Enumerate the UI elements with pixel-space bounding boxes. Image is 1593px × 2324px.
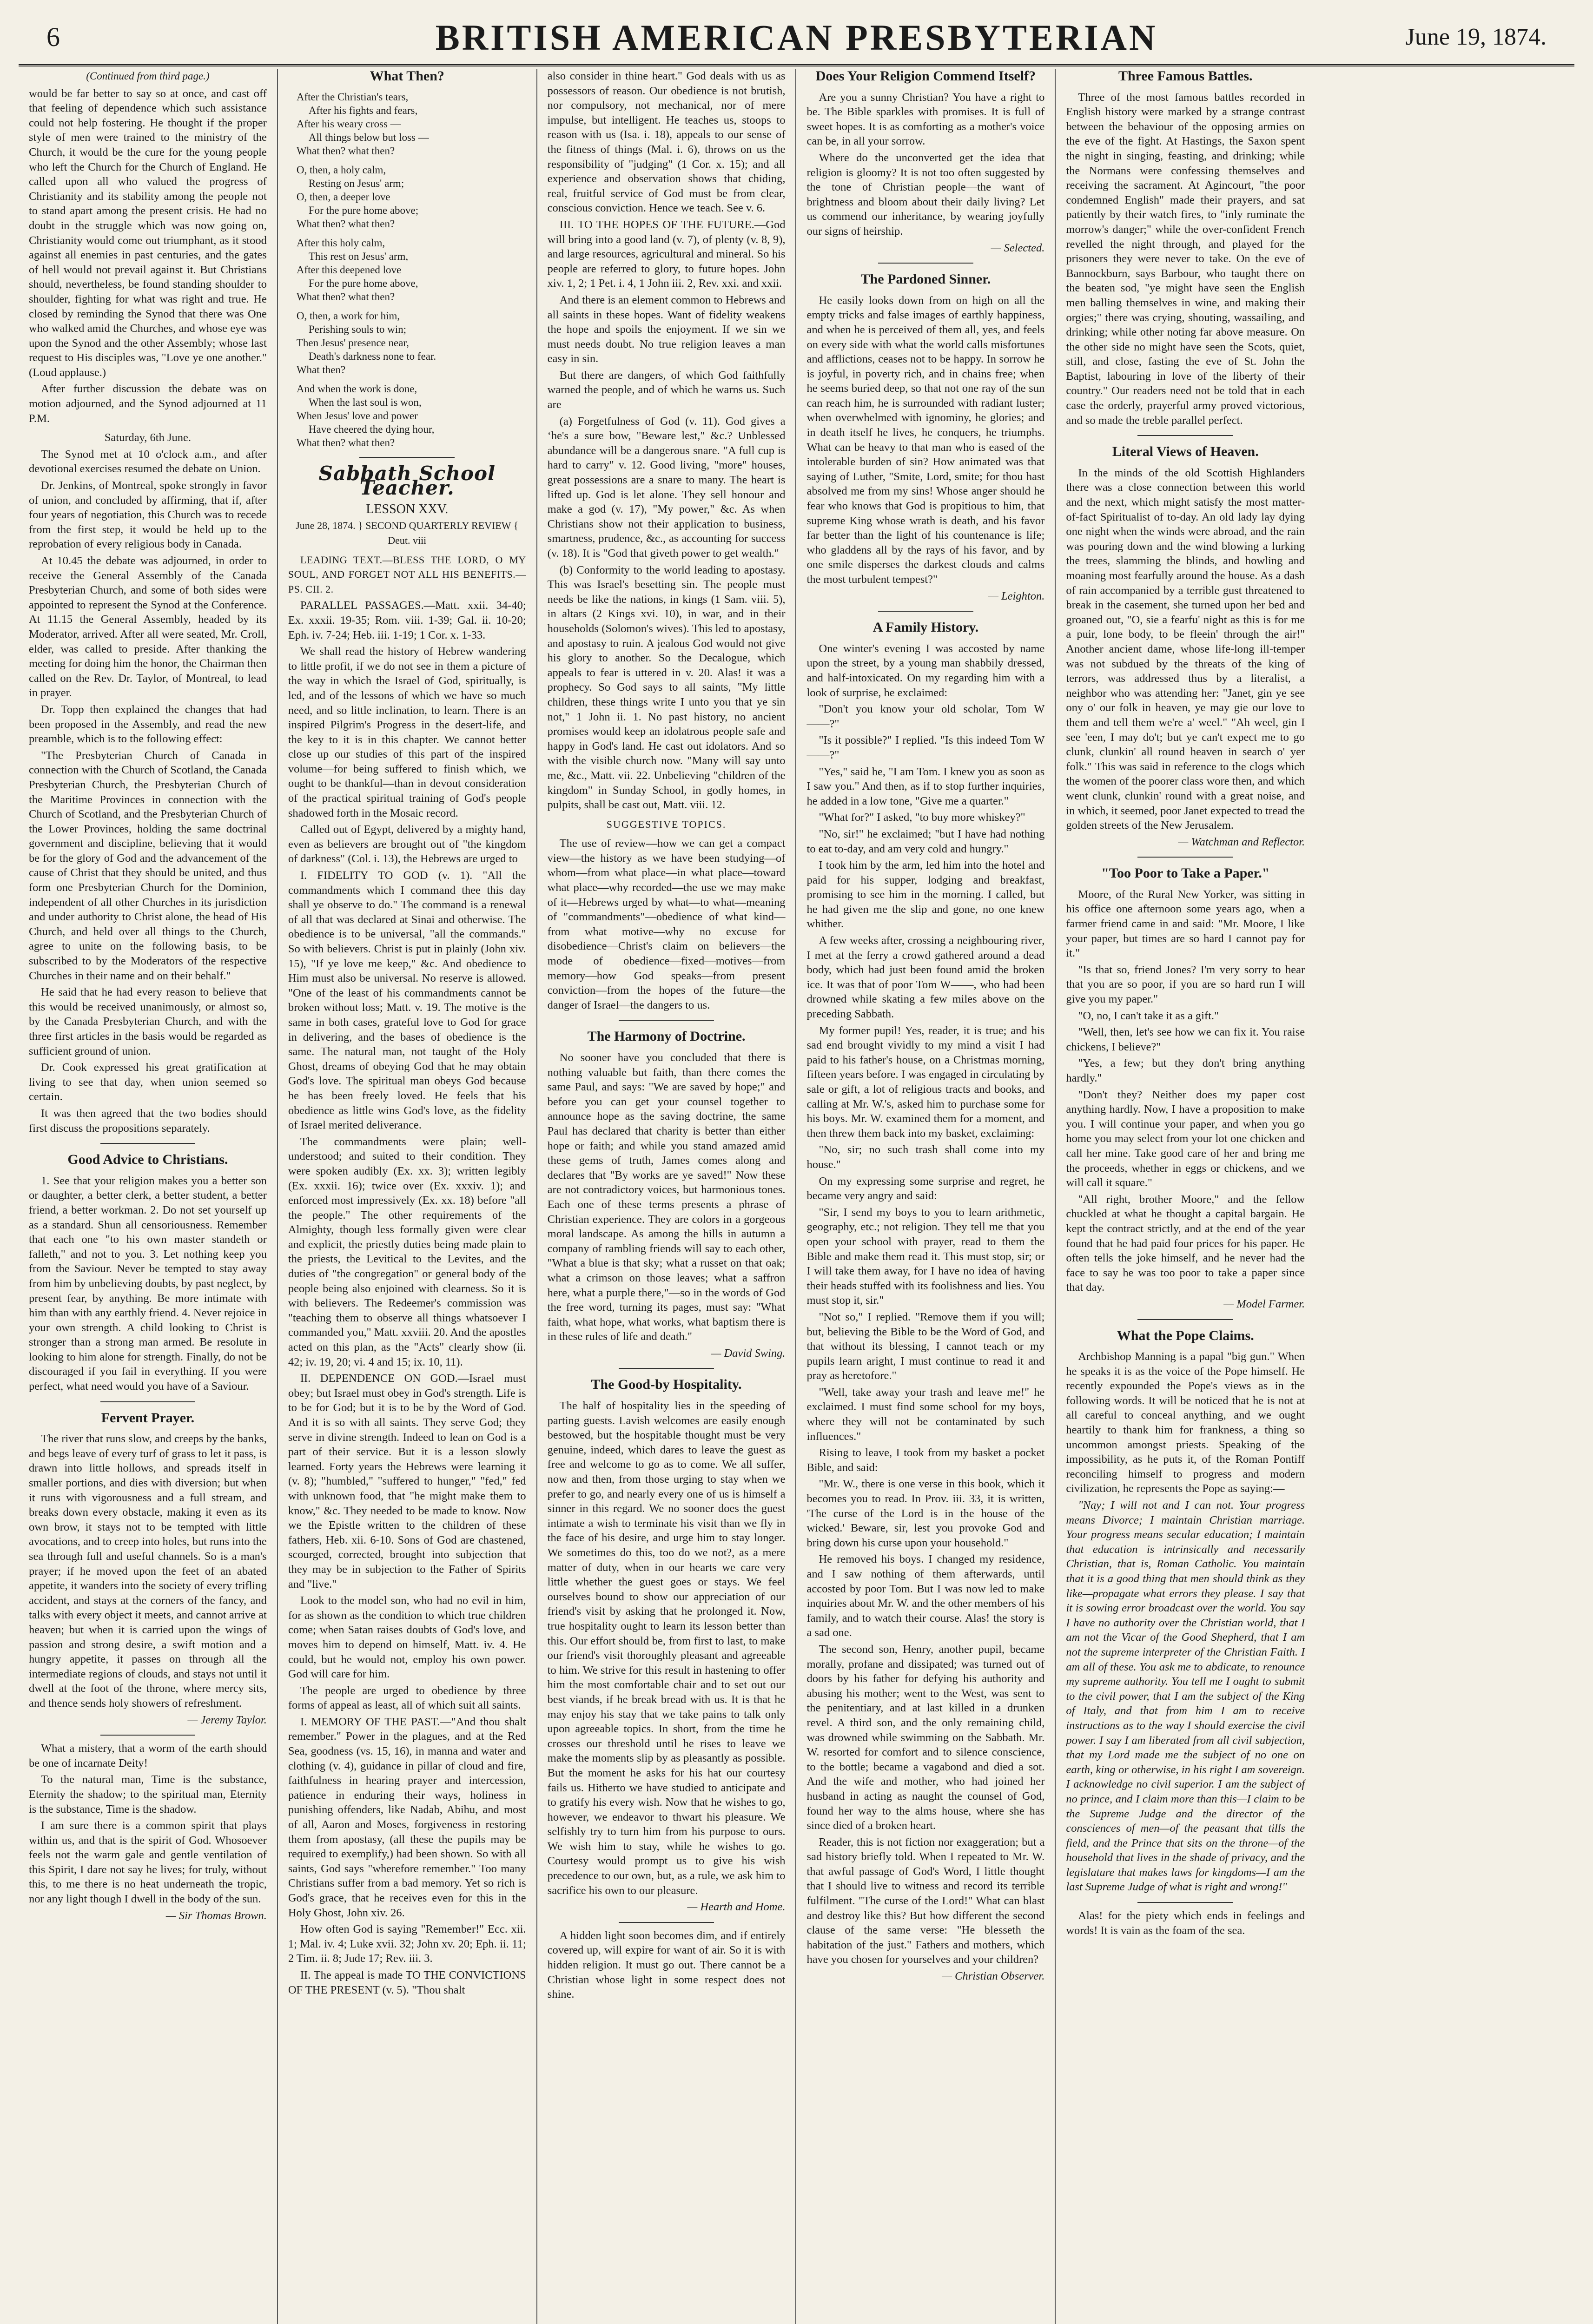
paragraph: "Don't you know your old scholar, Tom W——?" [806,703,1045,730]
leading-text: LEADING TEXT.—BLESS THE LORD, O MY SOUL, AND FORGET NOT ALL HIS BENEFITS.—PS. CII. 2. [288,554,526,595]
paragraph: He easily looks down from on high on all the empty tricks and false images of earthly happiness, and when he is perceived of them all, yes, and feels on every side with what the world calls misfortunes and afflictions, ceases not to be happy. In sorrow he is joyful, in poverty rich, and in chains free; when he seems buried deep, so that not one ray of the sun can reach him, he is surrounded with radiant luster; when overwhelmed with ignominy, he glories; and in death itself he lives, he conquers, he triumphs. What can be heavy to that man who is eased of the intolerable burden of sin? How animated was that saying of Luther, "Smite, Lord, smite; for thou hast absolved me from my sins! Whose anger should he fear who knows that God is propitious to him, that supreme King whose wrath is death, and his favor far better than the light of his countenance is life; who gladdens all by the rays of his favor, and by one smile disperses the darkest clouds and calms the most turbulent tempest?" [806,294,1045,586]
paragraph: "Don't they? Neither does my paper cost anything hardly. Now, I have a proposition to make you. I will continue your paper, and when you go home you may select from your lot one chicken and call her mine. Take good care of her and bring me the proceeds, whether in eggs or chickens, and we will call it square." [1066,1088,1305,1189]
paragraph: He removed his boys. I changed my residence, and I saw nothing of them afterwards, until accosted by poor Tom. But I was now led to make inquiries about Mr. W. and the other members of his family, and to watch their course. Alas! the story is a sad one. [806,1553,1045,1639]
signature: — Model Farmer. [1223,1297,1305,1310]
paragraph: Moore, of the Rural New Yorker, was sitting in his office one afternoon some years ago, when a farmer friend came in and said: "Mr. Moore, I like your paper, but times are so hard I cannot pay for it." [1066,888,1305,960]
heading-literal-views: Literal Views of Heaven. [1112,444,1259,460]
paragraph: Dr. Jenkins, of Montreal, spoke strongly in favor of union, and concluded by affirming, that if, after four years of negotiation, this Church was to recede from the first step, it would be held up to the reprobation of every religious body in Canada. [29,479,267,551]
paragraph: "Mr. W., there is one verse in this book, which it becomes you to read. In Prov. iii. 33, it is written, 'The curse of the Lord is in the house of the wicked.' Beware, sir, lest you provoke God and bring down his curse upon your household." [806,1478,1045,1549]
poem-line: When the last soul is won, [308,396,422,408]
poem-line: What then? [296,363,346,376]
poem-line: After this deepened love [296,264,402,276]
paragraph: The second son, Henry, another pupil, became morally, profane and dissipated; was turned out of doors by his father for defying his authority and abusing his mother; went to the West, was sent to the penitentiary, and at last killed in a drunken revel. A third son, and the only remaining child, was drowned while swimming on the Sabbath. Mr. W. resorted for comfort and to silence conscience, to the bottle; became a vagabond and died a sot. And the wife and mother, who had joined her husband in acting as naught the counsel of God, found her way to the alms house, where she has since died of a broken heart. [806,1643,1045,1832]
heading-fervent-prayer: Fervent Prayer. [101,1410,195,1426]
divider [619,1020,714,1021]
paragraph: The half of hospitality lies in the speeding of parting guests. Lavish welcomes are easily enough bestowed, but the hospitable thought must be very genuine, indeed, which dares to leave the guest as free and welcome to go as to come. We all suffer, now and then, from those urging to stay when we prefer to go, and nearly every one of us is himself a sinner in this regard. We no sooner does the guest intimate a wish to terminate his visit than we fly in the face of his desire, and urge him to stay longer. We sometimes do this, too do we not?, as a mere matter of duty, when in our hearts we care very little whether the guest goes or stays. We feel ourselves bound to show our appreciation of our friend's visit by asking that he prolonged it. Now, true hospitality ought to learn its lesson better than this. Our effort should be, from first to last, to make our friend's visit thoroughly pleasant and agreeable to him. We strive for this result in hastening to offer him the most comfortable chair and to set out our best viands, if he break bread with us. It is that he may enjoy his stay that we take pains to talk only upon agreeable topics. In short, from the time he crosses our threshold until he rises to leave we make the moments slip by as pleasantly as possible. But the moment he asks for his hat our courtesy fails us. Hitherto we have studied to anticipate and to gratify his every wish. Now that he wishes to go, however, we endeavor to thwart his pleasure. We selfishly try to turn him from his purpose to ours. We wish him to stay, while he wishes to go. Courtesy would prompt us to give his wish precedence to our own, but, as a rule, we ask him to sacrifice his own to our pleasure. [547,1400,786,1897]
heading-sabbath-school: Sabbath School Teacher. [318,462,496,500]
lesson-title: LESSON XXV. [366,502,449,516]
paragraph: "Nay; I will not and I can not. Your progress means Divorce; I maintain Christian marriage. Your progress means secular education; I maintain that education is intrinsically and necessarily Christian, that is, Roman Catholic. You maintain that it is a good thing that men should think as they like—propagate what errors they please. I say that it is sowing error broadcast over the world. You say I have no authority over the Christian world, that I am not the Vicar of the Good Shepherd, that I am not the supreme interpreter of the Christian Faith. I am all of these. You ask me to abdicate, to renounce my supreme authority. You tell me I ought to submit to the civil power, that I am the subject of the King of Italy, and that from him I am to receive instructions as to the way I should exercise the civil power. I say I am liberated from all civil subjection, that my Lord made me the subject of no one on earth, king or otherwise, in his right I am sovereign. I acknowledge no civil superior. I am the subject of no prince, and I claim more than this—I claim to be the Supreme Judge and the director of the consciences of men—of the peasant that tills the field, and the Prince that sits on the throne—of the household that lives in the shade of privacy, and the legislature that makes laws for kingdoms—I am the last Supreme Judge of what is right and wrong!" [1066,1499,1305,1894]
divider [878,263,973,264]
paragraph: In the minds of the old Scottish Highlanders there was a close connection between this world and the next, which might satisfy the most matter-of-fact Spiritualist of to-day. An old lady lay dying one night when the winds were abroad, and the rain was pouring down and the wind blowing a lurking the trees, slamming the blinds, and howling and moaning most fearfully around the house. As a dash of rain accompanied by a terrible gust threatened to break in the casement, she turned upon her bed and groaned out, "O, sie a fearfu' night as this is for me a puir, lone body, to be fleein' through the air!" Another ancient dame, whose life-long ill-temper was not subdued by the threats of the king of terrors, was addressed thus by a literalist, a neighbor who was attending her: "Janet, gin ye see ony o' our folk in heaven, ye may gie our love to them and tell them we're a' weel." "Ah weel, gin I see 'een, I may do't; but ye can't expect me to go clunk, clunkin' all round heaven in search o' yer folk." This was said in reference to the clogs which the women of the poorer class wore then, and which went clunk, clunkin' round with a great noise, and in which, it seemed, poor Janet expected to tread the golden streets of the New Jerusalem. [1066,466,1305,832]
paragraph: Called out of Egypt, delivered by a mighty hand, even as believers are brought out of "the kingdom of darkness" (Col. i. 13), the Hebrews are urged to [288,823,526,865]
paragraph: After further discussion the debate was on motion adjourned, and the Synod adjourned at 11 P.M. [29,383,267,425]
divider [100,1401,196,1402]
signature: — Christian Observer. [942,1970,1045,1983]
parallel-passages: PARALLEL PASSAGES.—Matt. xxii. 34-40; Ex. xxxii. 19-35; Rom. viii. 1-39; Gal. ii. 10-20; Eph. iv. 7-24; Heb. iii. 1-19; 1 Cor. x. 1-33. [288,599,526,641]
paragraph: No sooner have you concluded that there is nothing valuable but faith, than there comes the same Paul, and says: "We are saved by hope;" and before you can get your counsel together to announce hope as the saving doctrine, the same Paul has declared that charity is better than either hope or faith; and while you stand amazed amid these gems of truth, James comes along and declares that "By works are ye saved!" Now these are not contradictory voices, but harmonious tones. Each one of these terms presents a phrase of Christian experience. They are colors in a gorgeous moral landscape. As among the hills in autumn a company of rambling friends will say to each other, "What a blue is that sky; what a russet on that oak; what a crimson on those leaves; what a saffron here, what a purple there,"—so in the words of God the free word, turning its pages, must say: "What faith, what hope, what works, what baptism there is in these rules of life and death." [547,1051,786,1343]
poem-line: O, then, a deeper love [296,191,390,203]
paragraph: "No, sir!" he exclaimed; "but I have had nothing to eat to-day, and am very cold and hungry." [806,827,1045,855]
poem-stanza [297,382,526,449]
poem-line: O, then, a work for him, [296,310,400,322]
poem-line: Have cheered the dying hour, [308,423,435,435]
divider [1137,857,1233,858]
paragraph: Alas! for the piety which ends in feelings and words! It is vain as the foam of the sea. [1066,1909,1305,1937]
divider [1137,1319,1233,1320]
divider [619,1368,714,1369]
poem-line: After this holy calm, [296,237,385,249]
paragraph: I. MEMORY OF THE PAST.—"And thou shalt remember." Power in the plagues, and at the Red Sea, goodness (vs. 15, 16), in manna and water and clothing (v. 4), guidance in pillar of cloud and fire, faithfulness in hearing prayer and intercession, patience in enduring their ways, holiness in punishing offenders, like Nadab, Abihu, and most of all, Aaron and Moses, forgiveness in restoring them from apostasy, (all these the pupils may be required to exemplify,) had been shown. So with all saints, God says "wherefore remember." Too many Christians suffer from a bad memory. Yet so rich is God's grace, that he receives even for this in the Holy Ghost, John xiv. 26. [288,1715,526,1919]
heading-what-then: What Then? [370,69,444,84]
paragraph: "No, sir; no such trash shall come into my house." [806,1143,1045,1171]
poem-line: What then? what then? [296,436,395,449]
divider [100,1143,196,1144]
paragraph: "O, no, I can't take it as a gift." [1078,1009,1219,1022]
column-5 [1056,69,1315,2324]
paragraph: One winter's evening I was accosted by name upon the street, by a young man shabbily dressed, and half-intoxicated. On my regarding him with a look of surprise, he exclaimed: [806,642,1045,699]
poem-line: Resting on Jesus' arm; [308,177,404,189]
paragraph: (a) Forgetfulness of God (v. 11). God gives a ‘he's a sure bow, "Beware lest," &c.? Unblessed abundance will be a dangerous snare. "A full cup is hard to carry" v. 12. Good living, "more" houses, great possessions are a snare to many. The heart is lifted up. God is let alone. They sell honour and make a god (v. 17), "My power," &c. As when Christians show not their application to business, smartness, prudence, &c., as accounting for success (v. 18). It is "God that giveth power to get wealth." [547,415,786,560]
lesson-meta: June 28, 1874. } SECOND QUARTERLY REVIEW { Deut. viii [296,520,519,546]
divider [619,1922,714,1923]
poem-stanza [297,236,526,304]
paragraph: But there are dangers, of which God faithfully warned the people, and of which he warns us. Such are [547,369,786,411]
column-1 [19,69,278,2324]
poem-stanza [297,163,526,231]
paragraph: My former pupil! Yes, reader, it is true; and his sad end brought vividly to my mind a visit I had paid to his father's house, on a Christmas morning, fifteen years before. I was engaged in circulating by sale or gift, a lot of religious tracts and books, and calling at Mr. W.'s, asked him to purchase some for his boys. Mr. W. examined them for a moment, and then threw them back into my basket, exclaiming: [806,1024,1045,1140]
paragraph: Dr. Topp then explained the changes that had been proposed in the Assembly, and read the new preamble, which is to the following effect: [29,703,267,746]
poem-line: All things below but loss — [308,131,429,143]
poem-line: Then Jesus' presence near, [296,337,409,349]
signature: — Watchman and Reflector. [1178,835,1305,848]
paragraph: At 10.45 the debate was adjourned, in order to receive the General Assembly of the Canada Presbyterian Church, and some of both sides were appointed to represent the Synod at the Conference. At 11.15 the General Assembly, headed by its Moderator, arrived. After all were seated, Mr. Croll, elder, was called to preside. After thanking the meeting for doing him the honor, the Chairman then called on the Rev. Dr. Taylor, of Montreal, to lead in prayer. [29,555,267,700]
paragraph: "Not so," I replied. "Remove them if you will; but, believing the Bible to be the Word of God, and that without its blessing, I cannot teach or my pupils learn aright, I must continue to read it and pray as heretofore." [806,1310,1045,1382]
poem-line: What then? what then? [296,290,395,303]
masthead [19,13,1574,66]
heading-goodby: The Good-by Hospitality. [591,1377,742,1393]
column-2 [278,69,537,2324]
heading-commend: Does Your Religion Commend Itself? [815,69,1036,84]
paragraph: I am sure there is a common spirit that plays within us, and that is the spirit of God. Whosoever feels not the warm gale and gentle ventilation of this Spirit, I dare not say he lives; for truly, without this, to me there is no heat underneath the tropic, nor any light though I dwell in the body of the sun. [29,1819,267,1906]
poem-line: Perishing souls to win; [308,323,407,335]
poem-line: Death's darkness none to fear. [308,350,436,362]
dateline: Saturday, 6th June. [104,431,192,444]
paragraph: also consider in thine heart." God deals with us as possessors of reason. Our obedience is not brutish, nor compulsory, not mechanical, nor of mere impulse, but intelligent. He teaches us, stoops to reason with us (Isa. i. 18), appeals to our sense of the fitness of things (Mal. i. 6), throws on us the responsibility of "judging" (1 Cor. x. 15); and all experience and observation shows that chiding, real, fruitful service of God must be from clear, conscious conviction. Hence we teach. See v. 6. [547,70,786,215]
paragraph: would be far better to say so at once, and cast off that feeling of dependence which such assistance could not help fostering. He thought if the proper style of men were trained to the ministry of the Church, it would be the cure for the young people who left the Church for the Church of England. He called upon all who valued the progress of Christianity and its stability among the people not to stand apart among the present crisis. He had no doubt in the struggle which was now going on, Christianity would come out triumphant, as it stood against all enemies in past centuries, and the gates of hell would not prevail against it. But Christians should, nevertheless, be found standing shoulder to shoulder, fighting for what was right and true. He closed by reminding the Synod that there was One who walked amid the Churches, and whose eye was upon the Synod and the other Assembly; whose last request to His disciples was, "Love ye one another." (Loud applause.) [29,87,267,379]
divider [1137,435,1233,436]
paragraph: I. FIDELITY TO GOD (v. 1). "All the commandments which I command thee this day shall ye observe to do." The command is a renewal of all that was declared at Sinai and otherwise. The obedience is to be universal, "all the commands." So with believers. Christ is put in plainly (John xiv. 15), "If ye love me keep," &c. And obedience to Him must also be universal. No reserve is allowed. "One of the least of his commandments cannot be broken without loss; Matt. v. 19. The motive is the same in both cases, grateful love to God for grace in delivering, and the bases of obedience is the same. The natural man, not taught of the Holy Ghost, dreams of obeying God that he may obtain God's love. The spiritual man obeys God because he has been freely loved. He feels that his obedience as little wins God's love, as the fidelity of Israel merited deliverance. [288,869,526,1132]
paragraph: To the natural man, Time is the substance, Eternity the shadow; to the spiritual man, Eternity is the substance, Time is the shadow. [29,1773,267,1816]
poem-line: After his weary cross — [296,118,401,130]
paragraph: "The Presbyterian Church of Canada in connection with the Church of Scotland, the Canada Presbyterian Church, the Presbyterian Church of the Maritime Provinces in connection with the Church of Scotland, and the Presbyterian Church of the Lower Provinces, holding the same doctrinal government and discipline, believing that it would be for the glory of God and the advancement of the cause of Christ that they should be united, and thus form one Presbyterian Church for the Dominion, independent of all other Churches in its jurisdiction and under authority to Christ alone, the head of His Church, and held over all things to the Church, agree to unite on the following basis, to be subscribed to by the Moderators of the respective Churches in their name and on their behalf." [29,749,267,982]
paragraph: "Is it possible?" I replied. "Is this indeed Tom W——?" [806,734,1045,761]
poem [288,90,526,449]
poem-stanza [297,309,526,376]
paragraph: "What for?" I asked, "to buy more whiskey?" [819,811,1025,824]
poem-stanza [297,90,526,158]
divider [359,457,455,458]
poem-line: After the Christian's tears, [296,91,409,103]
paragraph: Are you a sunny Christian? You have a right to be. The Bible sparkles with promises. It is full of sweet hopes. It is as comforting as a mother's voice can be, in all your sorrow. [806,91,1045,148]
paragraph: "Well, take away your trash and leave me!" he exclaimed. I must find some school for my boys, where they will not be contaminated by such influences." [806,1386,1045,1443]
paragraph: And there is an element common to Hebrews and all saints in these hopes. Want of fidelity weakens the hope and spoils the enjoyment. If we sin we must needs doubt. No true religion leaves a man easy in sin. [547,293,786,365]
paragraph: "Well, then, let's see how we can fix it. You raise chickens, I believe?" [1066,1026,1305,1053]
paragraph: "Yes," said he, "I am Tom. I knew you as soon as I saw you." And then, as if to stop further inquiries, he added in a low tone, "Give me a quarter." [806,765,1045,807]
suggestive-topics-heading: SUGGESTIVE TOPICS. [606,818,727,830]
paragraph: II. DEPENDENCE ON GOD.—Israel must obey; but Israel must obey in God's strength. Life is to be for God; but it is to be by the Word of God. And it is so with all saints. They serve God; they serve in divine strength. Indeed to lean on God is a part of their service. But it is a lesson slowly learned. Forty years the Hebrews were learning it (v. 8); "humbled," "suffered to hunger," "fed," fed with unknown food, that "he might make them to know," &c. They needed to be made to know. Now we the Epistle written to the children of these fathers, Heb. xii. 6-10. Sons of God are chastened, scourged, corrected, brought into subjection that they may be in subjection to the Father of Spirits and "live." [288,1372,526,1591]
paragraph: II. The appeal is made TO THE CONVICTIONS OF THE PRESENT (v. 5). "Thou shalt [288,1968,526,1996]
paragraph: (b) Conformity to the world leading to apostasy. This was Israel's besetting sin. The people must needs be like the nations, in kings (1 Sam. viii. 5), in altars (2 Kings xvi. 10), in war, and in their households (Solomon's wives). This led to apostasy, and apostasy to ruin. A jealous God would not give his glory to another. So the Decalogue, which appeals to fear is uttered in v. 20. Alas! it was a prophecy. So God says to all saints, "My little children, these things write I unto you that ye sin not," 1 John ii. 1. No past history, no ancient promises would keep an idolatrous people safe and happy in God's land. He cast out idolators. And so with the visible church now. "Many will say unto me, &c., Matt. vii. 22. Unbelieving "children of the kingdom" in Sunday School, in godly homes, in pulpits, shall be cast out, Matt. viii. 12. [547,563,786,812]
poem-line: What then? what then? [296,218,395,230]
poem-line: What then? what then? [296,145,395,157]
paragraph: Dr. Cook expressed his great gratification at living to see that day, when union seemed so certain. [29,1061,267,1103]
paragraph: How often God is saying "Remember!" Ecc. xii. 1; Mal. iv. 4; Luke xvii. 32; John xv. 20; Eph. ii. 11; 2 Tim. ii. 8; Jude 17; Rev. iii. 3. [288,1923,526,1965]
heading-pope-claims: What the Pope Claims. [1117,1327,1254,1343]
paragraph: Where do the unconverted get the idea that religion is gloomy? It is not too often suggested by the tone of Christian people—the want of brightness and bloom about their daily living? Let us commend our inheritance, by wearing joyfully our signs of heirship. [806,151,1045,238]
heading-pardoned: The Pardoned Sinner. [860,271,991,287]
paragraph: The use of review—how we can get a compact view—the history as we have been studying—of whom—from what place—in what place—toward what place—why recorded—the use we may make of it—Hebrews urged by what—to what—meaning of "commandments"—obedience of what kind—from what motive—why no excuse for disobedience—Christ's claim on believers—the mode of obedience—fixed—motives—from memory—how God speaks—from present conviction—from the hopes of the future—the danger of Israel—the dangers to us. [547,837,786,1011]
column-4 [796,69,1056,2324]
paragraph: The Synod met at 10 o'clock a.m., and after devotional exercises resumed the debate on Union. [29,448,267,475]
paragraph: III. TO THE HOPES OF THE FUTURE.—God will bring into a good land (v. 7), of plenty (v. 8, 9), and large resources, agricultural and mineral. So his people are referred to glory, to future hopes. John xiv. 1, 2; 1 Pet. i. 4, 1 John iii. 2, Rev. xxi. and xxii. [547,218,786,290]
heading-three-battles: Three Famous Battles. [1118,69,1253,84]
heading-good-advice: Good Advice to Christians. [67,1152,228,1168]
paragraph: Reader, this is not fiction nor exaggeration; but a sad history briefly told. When I repeated to Mr. W. that awful passage of God's Word, I little thought that I should live to witness and record its terrible fulfilment. "The curse of the Lord!" What can blast and destroy like this? But how different the second clause of the same verse: "He blesseth the habitation of the just." Fathers and mothers, which have you chosen for yourselves and your children? [806,1835,1045,1966]
paragraph: I took him by the arm, led him into the hotel and paid for his supper, lodging and breakfast, promising to see him in the morning. I called, but he had given me the slip and gone, no one knew whither. [806,859,1045,931]
divider [1137,1902,1233,1903]
page-number: 6 [46,22,60,52]
poem-line: For the pure home above; [308,204,419,216]
paragraph: "Is that so, friend Jones? I'm very sorry to hear that you are so poor, if you are so hard run I will give you my paper." [1066,963,1305,1006]
divider [878,611,973,612]
paper-title: BRITISH AMERICAN PRESBYTERIAN [435,17,1158,58]
paragraph: He said that he had every reason to believe that this would be received unanimously, or almost so, by the Canada Presbyterian Church, and with the three first articles in the basis would be regarded as sufficient ground of union. [29,986,267,1057]
poem-line: For the pure home above, [308,277,418,289]
signature: — Selected. [991,241,1045,254]
paragraph: "All right, brother Moore," and the fellow chuckled at what he thought a capital bargain. He kept the contract strictly, and at the end of the year found that he had paid four prices for his paper. He often tells the joke himself, and he never had the face to say he was too poor to take a paper since that day. [1066,1193,1305,1294]
signature: — Jeremy Taylor. [187,1713,267,1726]
heading-harmony: The Harmony of Doctrine. [587,1029,746,1044]
poem-line: When Jesus' love and power [296,409,418,422]
paragraph: A few weeks after, crossing a neighbouring river, I met at the ferry a crowd gathered around a dead body, which had just been found amid the broken ice. It was that of poor Tom W——, who had been drowned while skating a few miles above on the preceding Sabbath. [806,934,1045,1021]
paragraph: The river that runs slow, and creeps by the banks, and begs leave of every turf of grass to let it pass, is drawn into little hollows, and spreads itself in smaller portions, and dies with diversion; but when it runs with vigorousness and a full stream, and breaks down every obstacle, making it even as its own brow, it stays not to be tempted with little avocations, and to creep into holes, but runs into the sea through full and useful channels. So is a man's prayer; if he moved upon the feet of an abated appetite, it wanders into the society of every trifling accident, and stays at the corners of the fancy, and talks with every object it meets, and cannot arrive at heaven; but when it is carried upon the wings of passion and strong desire, a swift motion and a hungry appetite, it passes on through all the intermediate regions of clouds, and stays not until it dwell at the foot of the throne, where mercy sits, and thence sends holy showers of refreshment. [29,1433,267,1710]
paragraph: Three of the most famous battles recorded in English history were marked by a strange contrast between the behaviour of the opposing armies on the eve of the fight. At Hastings, the Saxon spent the night in singing, feasting, and drinking; while the Normans were confessing themselves and receiving the sacrament. At Agincourt, "the poor condemned English" made their prayers, and sat patiently by their watch fires, to "inly ruminate the morrow's danger;" while the over-confident French revelled the night through, and played for the prisoners they were never to take. On the eve of Bannockburn, says Barbour, who taught there on the beaten sod, "ye might have seen the English men balling themselves in wine, and making their orgies;" there was crying, shouting, wassailing, and drinking; while other noting far above measure. On the other side no might have seen the Scots, quiet, still, and close, fasting the eve of St. John the Baptist, labouring in love of the liberty of their country." Our readers need not be told that in each case the orderly, prayerful army proved victorious, and so made the treble parallel perfect. [1066,91,1305,427]
column-3 [537,69,797,2324]
paragraph: Rising to leave, I took from my basket a pocket Bible, and said: [806,1446,1045,1474]
paragraph: A hidden light soon becomes dim, and if entirely covered up, will expire for want of air. So it is with hidden religion. It must go out. There cannot be a Christian whose light in some respect does not shine. [547,1929,786,2001]
paragraph: The commandments were plain; well-understood; and suited to their condition. They were spoken audibly (Ex. xx. 3); written legibly (Ex. xxxii. 16); twice over (Ex. xxxiv. 1); and enforced most impressively (Ex. xx. 18) before "all the people." The other requirements of the Almighty, though less formally given were clear and explicit, the priestly duties being made plain to the priests, the Levitical to the Levites, and the duties of "the congregation" or general body of the people being also enjoined with clearness. So it is with believers. The Redeemer's commission was "teaching them to observe all things whatsoever I commanded you," Matt. xxviii. 20. And the apostles acted on this plan, as the "Acts" clearly show (ii. 42; iv. 19, 20; vi. 4 and 15; ix. 10, 11). [288,1135,526,1368]
paragraph: "Yes, a few; but they don't bring anything hardly." [1066,1057,1305,1084]
paragraph: It was then agreed that the two bodies should first discuss the propositions separately. [29,1107,267,1135]
paragraph: What a mistery, that a worm of the earth should be one of incarnate Deity! [29,1742,267,1769]
signature: — Hearth and Home. [687,1901,786,1914]
poem-line: O, then, a holy calm, [296,164,386,176]
paragraph: Look to the model son, who had no evil in him, for as shown as the condition to which true children come; when Satan raises doubts of God's love, and moves him to depend on himself, Matt. iv. 4. He could, but he would not, employ his own power. God will care for him. [288,1594,526,1681]
divider [100,1735,196,1736]
paragraph: On my expressing some surprise and regret, he became very angry and said: [806,1175,1045,1202]
paragraph: Archbishop Manning is a papal "big gun." When he speaks it is as the voice of the Pope himself. He recently expounded the Pope's views as in the following words. It will be noticed that he is not at all careful to conceal anything, and we ought heartily to thank him for frankness, a thing so uncommon amongst priests. Speaking of the impossibility, as he puts it, of the Roman Pontiff reconciling himself to progress and modern civilization, he represents the Pope as saying:— [1066,1350,1305,1495]
issue-date: June 19, 1874. [1405,24,1547,50]
signature: — Sir Thomas Brown. [165,1909,267,1922]
columns [19,69,1574,2324]
heading-too-poor: "Too Poor to Take a Paper." [1101,865,1270,881]
signature: — David Swing. [711,1347,786,1360]
paragraph: We shall read the history of Hebrew wandering to little profit, if we do not see in them a picture of the way in which the Israel of God, spiritually, is led, and of the lessons of which we have so much need, and so little inclination, to learn. There is an inspired Pilgrim's Progress in the desert-life, and the key to it is in this chapter. We cannot better close up our studies of this part of the inspired volume—for being suffered to finish which, we ought to be thankful—than in devout consideration of the practical spiritual training of God's people shadowed forth in the Mosaic record. [288,645,526,819]
paragraph: The people are urged to obedience by three forms of appeal as least, all of which suit all saints. [288,1684,526,1712]
poem-line: And when the work is done, [296,383,417,395]
continued-note: (Continued from third page.) [86,70,210,82]
heading-family-history: A Family History. [873,620,979,635]
poem-line: This rest on Jesus' arm, [308,250,409,262]
paragraph: 1. See that your religion makes you a better son or daughter, a better clerk, a better student, a better friend, a better workman. 2. Do not set yourself up as a standard. Shun all censoriousness. Remember that each one "to his own master standeth or falleth," and not to you. 3. Let nothing keep you from the Saviour. Never be tempted to stay away from him by unbelieving doubts, by past neglect, by present fear, by anything. Be more intimate with him than with any earthly friend. 4. Never rejoice in your own strength. A child looking to Christ is stronger than a strong man armed. Be resolute in looking to him alone for strength. Finally, do not be discouraged if you fail in everything. If you were perfect, what need would you have of a Saviour. [29,1174,267,1393]
poem-line: After his fights and fears, [308,104,418,116]
signature: — Leighton. [988,589,1045,602]
paragraph: "Sir, I send my boys to you to learn arithmetic, geography, etc.; not religion. They tell me that you open your school with prayer, read to them the Bible and make them read it. This must stop, sir; or I will take them away, for I have no idea of having their heads stuffed with its foolishness and lies. You must stop it, sir." [806,1206,1045,1307]
